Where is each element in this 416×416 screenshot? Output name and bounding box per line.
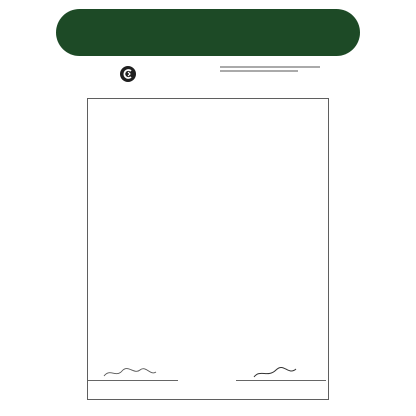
brand-header xyxy=(120,64,141,84)
signature-icon xyxy=(100,366,160,380)
signature-block-right xyxy=(236,366,326,398)
signature-icon xyxy=(248,366,308,380)
brand-address xyxy=(220,66,320,74)
banner xyxy=(56,9,360,56)
catakor-logo-icon xyxy=(120,66,136,82)
certificate-title xyxy=(88,99,328,117)
certificate-document xyxy=(87,98,329,400)
signature-block-left xyxy=(88,366,178,398)
